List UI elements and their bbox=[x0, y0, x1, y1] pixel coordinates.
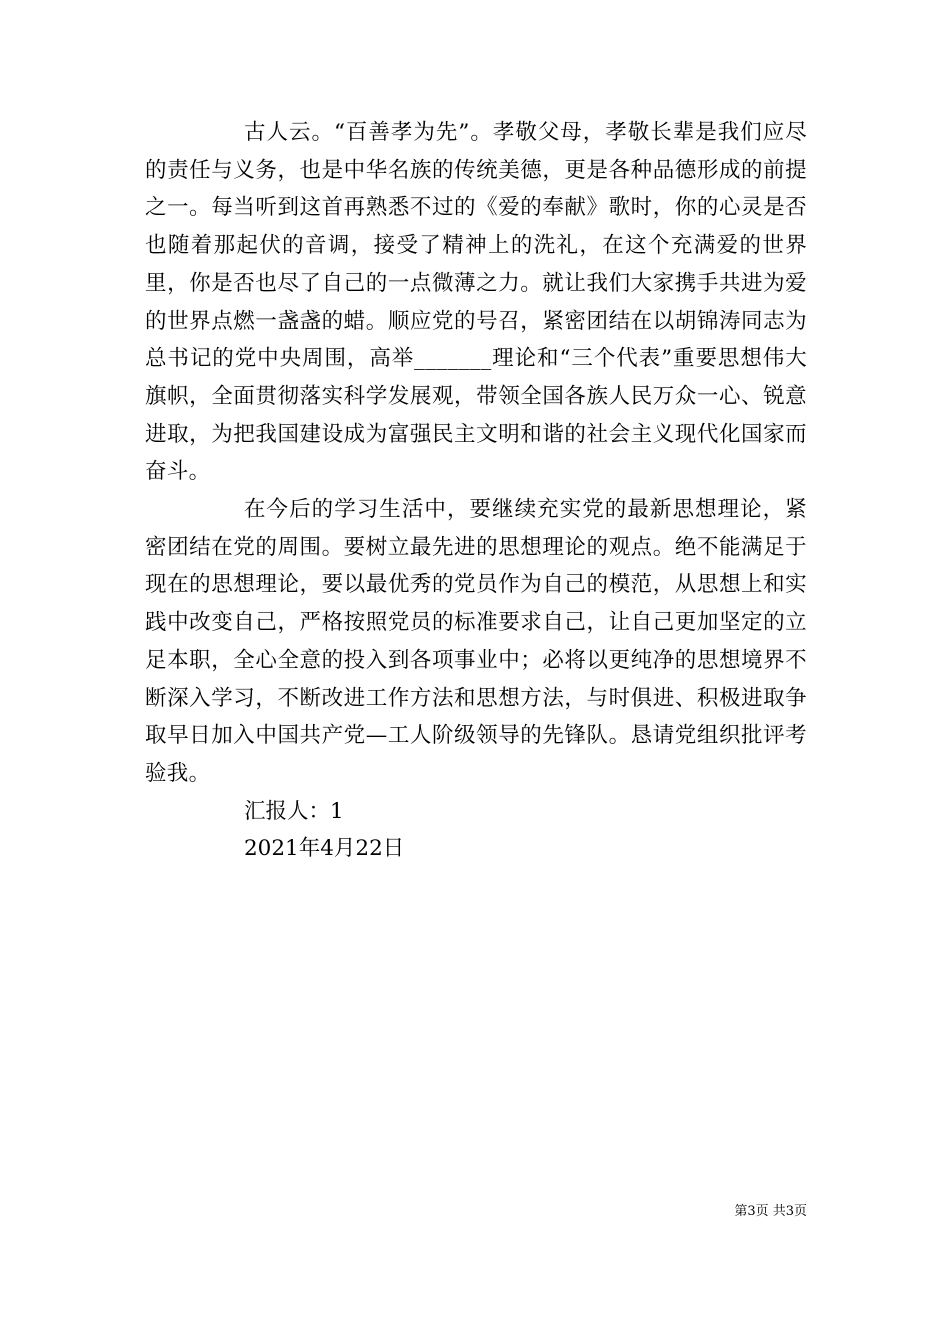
paragraph-future-study: 在今后的学习生活中，要继续充实党的最新思想理论，紧密团结在党的周围。要树立最先进的思想理论的观点。绝不能满足于现在的思想理论，要以最优秀的党员作为自己的模范，从思想上和实践中改变自己，严格按照党员的标准要求自己，让自己更加坚定的立足本职，全心全意的投入到各项事业中；必将以更纯净的思想境界不断深入学习，不断改进工作方法和思想方法，与时俱进、积极进取争取早日加入中国共产党—工人阶级领导的先锋队。恳请党组织批评考验我。 bbox=[145, 497, 807, 786]
paragraph-filial-piety: 古人云。“百善孝为先”。孝敬父母，孝敬长辈是我们应尽的责任与义务，也是中华名族的传统美德，更是各种品德形成的前提之一。每当听到这首再熟悉不过的《爱的奉献》歌时，你的心灵是否也随着那起伏的音调，接受了精神上的洗礼，在这个充满爱的世界里，你是否也尽了自己的一点微薄之力。就让我们大家携手共进为爱的世界点燃一盏盏的蜡。顺应党的号召，紧密团结在以胡锦涛同志为总书记的党中央周围，高举_______理论和“三个代表”重要思想伟大旗帜，全面贯彻落实科学发展观，带领全国各族人民万众一心、锐意进取，为把我国建设成为富强民主文明和谐的社会主义现代化国家而奋斗。 bbox=[145, 120, 807, 485]
page-number-footer: 第3页 共3页 bbox=[734, 1204, 807, 1219]
reporter-line: 汇报人：1 bbox=[244, 798, 344, 824]
date-line: 2021年4月22日 bbox=[244, 836, 405, 862]
document-body bbox=[145, 114, 807, 868]
